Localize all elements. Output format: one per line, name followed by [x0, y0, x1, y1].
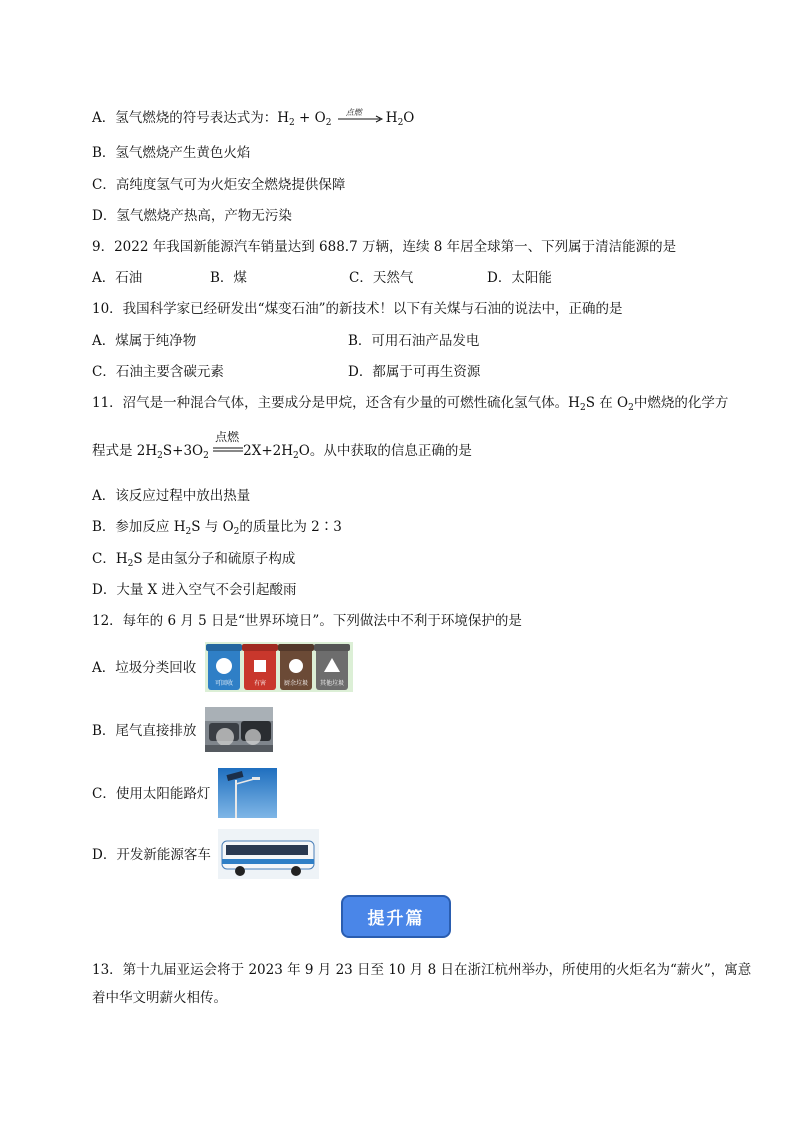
arrow-icon — [336, 109, 386, 127]
q8-option-b: B．氢气燃烧产生黄色火焰 — [92, 145, 251, 161]
q11-text-2b: S+3O — [162, 443, 204, 459]
q12-option-d: D．开发新能源客车 — [92, 847, 211, 863]
q10-option-c: C．石油主要含碳元素 — [92, 364, 224, 380]
q8-a-reactant2-sub: 2 — [325, 118, 332, 128]
car-exhaust-image — [205, 707, 273, 752]
q11-sub: 2 — [293, 451, 299, 461]
bin-label-recyclable: 可回收 — [214, 680, 233, 687]
q9-option-d: D．太阳能 — [487, 270, 552, 286]
q11-b-text-1: B．参加反应 H — [92, 519, 186, 535]
q13-stem-line2: 着中华文明薪火相传。 — [92, 990, 227, 1006]
q11-sub: 2 — [157, 451, 163, 461]
q8-option-a — [92, 109, 414, 127]
q8-option-d: D．氢气燃烧产热高，产物无污染 — [92, 208, 292, 224]
q11-sub: 2 — [185, 527, 192, 537]
q10-stem: 10．我国科学家已经研发出“煤变石油”的新技术！以下有关煤与石油的说法中，正确的是 — [92, 301, 623, 317]
q11-b-text-3: 的质量比为 2∶3 — [239, 519, 342, 535]
bin-label-hazardous: 有害 — [253, 680, 266, 687]
q11-text-1a: 11．沼气是一种混合气体，主要成分是甲烷，还含有少量的可燃性硫化氢气体。H — [92, 395, 580, 411]
solar-street-lamp-image — [218, 768, 277, 818]
reaction-arrow — [336, 109, 386, 127]
q11-option-b — [92, 518, 342, 536]
reaction-condition: 点燃 — [345, 108, 362, 117]
q11-sub: 2 — [233, 527, 240, 537]
new-energy-bus-image — [218, 829, 319, 879]
q8-a-product-sub: 2 — [397, 118, 404, 128]
q11-c-text-1: C．H — [92, 551, 128, 567]
q11-stem-line1 — [92, 394, 728, 412]
q13-stem-line1: 13．第十九届亚运会将于 2023 年 9 月 23 日至 10 月 8 日在浙江杭州举办，所使用的火炬名为“薪火”，寓意 — [92, 962, 752, 978]
q10-option-a: A．煤属于纯净物 — [92, 333, 197, 349]
q9-option-a: A．石油 — [92, 270, 143, 286]
q8-option-c: C．高纯度氢气可为火炬安全燃烧提供保障 — [92, 177, 346, 193]
q8-a-prefix: A．氢气燃烧的符号表达式为： — [92, 110, 278, 126]
q11-sub: 2 — [628, 403, 634, 413]
q8-a-reactant2: O — [314, 110, 326, 126]
q11-option-a: A．该反应过程中放出热量 — [92, 488, 251, 504]
q11-option-c — [92, 550, 295, 568]
q8-a-reactant1-sub: 2 — [289, 118, 295, 128]
q9-option-c: C．天然气 — [349, 270, 414, 286]
q10-option-b: B．可用石油产品发电 — [348, 333, 480, 349]
q11-text-2a: 程式是 2H — [92, 443, 158, 459]
q8-a-product-tail: O — [403, 110, 415, 126]
trash-bins-image — [205, 642, 353, 692]
q9-option-b: B．煤 — [210, 270, 247, 286]
q11-stem-line2 — [92, 430, 472, 461]
bin-label-other: 其他垃圾 — [319, 680, 344, 687]
reaction-condition: 点燃 — [215, 430, 240, 444]
q11-text-1c: 中燃烧的化学方 — [633, 395, 729, 411]
q11-c-text-2: S 是由氢分子和硫原子构成 — [133, 551, 296, 567]
bin-label-kitchen: 厨余垃圾 — [283, 680, 308, 687]
q12-option-b: B．尾气直接排放 — [92, 723, 197, 739]
q12-option-c: C．使用太阳能路灯 — [92, 786, 211, 802]
reaction-equals — [213, 430, 243, 460]
q11-text-1b: S 在 O — [585, 395, 629, 411]
q11-option-d: D．大量 X 进入空气不会引起酸雨 — [92, 582, 297, 598]
q9-stem: 9．2022 年我国新能源汽车销量达到 688.7 万辆，连续 8 年居全球第一、下列属于清洁能源的是 — [92, 239, 677, 255]
q12-option-a: A．垃圾分类回收 — [92, 660, 197, 676]
q8-a-product: H — [385, 110, 398, 126]
double-line-icon — [213, 442, 243, 460]
q11-sub: 2 — [127, 559, 134, 569]
q12-stem: 12．每年的 6 月 5 日是“世界环境日”。下列做法中不利于环境保护的是 — [92, 613, 522, 629]
q11-b-text-2: S 与 O — [191, 519, 234, 535]
q11-text-2c: 2X+2H — [243, 443, 294, 459]
q11-sub: 2 — [579, 403, 586, 413]
section-banner-label: 提升篇 — [367, 909, 425, 929]
q11-text-2d: O。从中获取的信息正确的是 — [298, 443, 472, 459]
q11-sub: 2 — [203, 451, 209, 461]
section-banner — [341, 895, 451, 938]
q8-a-plus: + — [294, 110, 315, 126]
q8-a-reactant1: H — [277, 110, 290, 126]
q10-option-d: D．都属于可再生资源 — [348, 364, 481, 380]
